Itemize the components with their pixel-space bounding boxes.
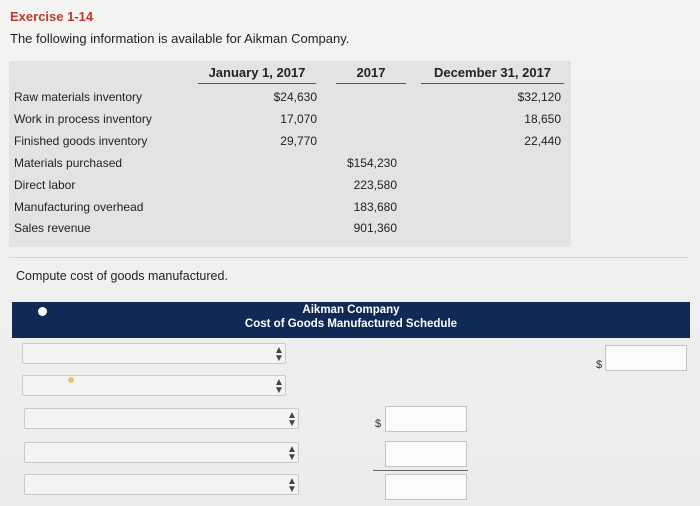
row-label: Work in process inventory	[14, 112, 152, 126]
row-label: Finished goods inventory	[14, 134, 148, 148]
value-jan: $24,630	[273, 90, 317, 104]
subtotal-underline	[373, 470, 468, 471]
up-down-arrows-icon: ▲ ▼	[274, 345, 284, 364]
row-label: Manufacturing overhead	[14, 200, 144, 214]
cursor-marker-icon	[68, 377, 74, 383]
value-dec: 22,440	[524, 134, 561, 148]
row-label: Direct labor	[14, 178, 76, 192]
header-jan-1-2017: January 1, 2017	[198, 65, 316, 84]
value-2017: 183,680	[353, 200, 397, 214]
up-down-arrows-icon: ▲ ▼	[274, 377, 284, 396]
dollar-sign: $	[375, 418, 382, 430]
header-dec-31-2017: December 31, 2017	[421, 65, 564, 84]
up-down-arrows-icon: ▲ ▼	[287, 410, 297, 429]
exercise-intro: The following information is available for Aikman Company.	[10, 31, 350, 46]
schedule-line-dropdown-4[interactable]	[24, 442, 299, 463]
row-label: Sales revenue	[14, 221, 91, 235]
question-prompt: Compute cost of goods manufactured.	[16, 269, 228, 283]
exercise-title: Exercise 1-14	[10, 9, 94, 24]
up-down-arrows-icon: ▲ ▼	[287, 444, 297, 463]
amount-input-beginning-wip[interactable]	[605, 345, 687, 371]
schedule-line-dropdown-2[interactable]	[22, 375, 286, 396]
value-2017: $154,230	[346, 156, 397, 170]
row-label: Raw materials inventory	[14, 90, 143, 104]
amount-input-direct-labor[interactable]	[385, 441, 467, 467]
schedule-header	[12, 302, 690, 338]
value-dec: 18,650	[524, 112, 561, 126]
given-data-table	[9, 61, 571, 247]
section-divider	[9, 257, 689, 258]
schedule-title: Cost of Goods Manufactured Schedule	[244, 318, 458, 330]
schedule-line-dropdown-5[interactable]	[24, 474, 299, 495]
value-2017: 223,580	[353, 178, 397, 192]
row-label: Materials purchased	[14, 156, 123, 170]
schedule-company: Aikman Company	[302, 304, 400, 316]
amount-input-overhead[interactable]	[385, 474, 467, 500]
value-jan: 29,770	[280, 134, 317, 148]
amount-input-raw-materials[interactable]	[385, 406, 467, 432]
schedule-line-dropdown-3[interactable]	[24, 408, 299, 429]
header-2017: 2017	[336, 65, 406, 84]
schedule-line-dropdown-1[interactable]	[22, 343, 286, 364]
value-dec: $32,120	[517, 90, 561, 104]
value-2017: 901,360	[353, 221, 397, 235]
dollar-sign: $	[596, 359, 603, 371]
up-down-arrows-icon: ▲ ▼	[287, 476, 297, 495]
value-jan: 17,070	[280, 112, 317, 126]
